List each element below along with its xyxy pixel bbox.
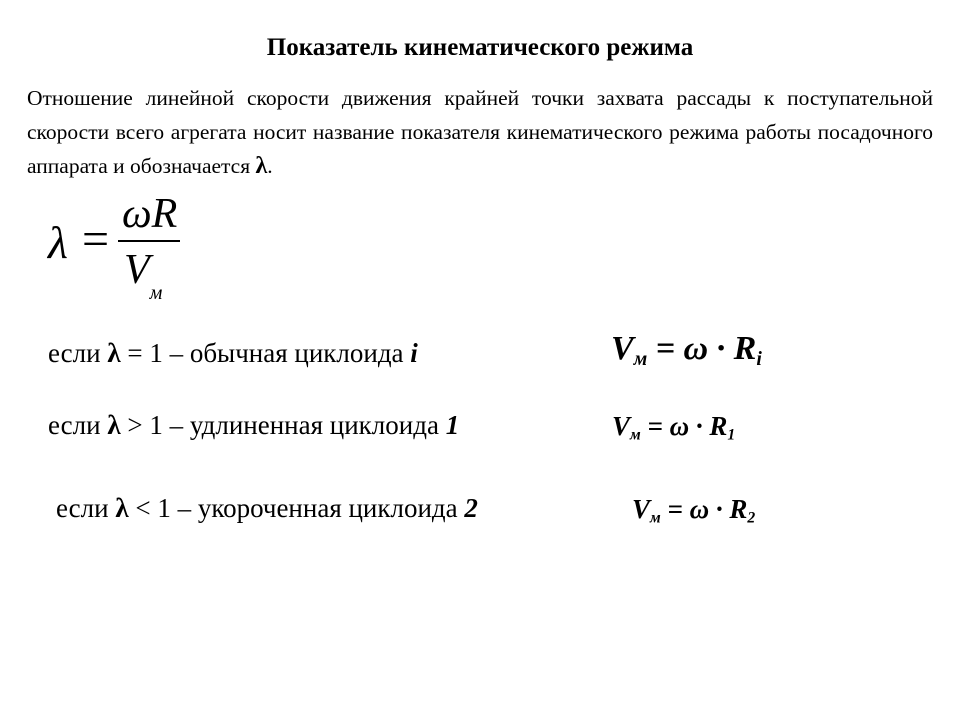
eq-v: V xyxy=(612,411,631,441)
eq-mid: = ω · R xyxy=(640,411,728,441)
formula-lhs: λ xyxy=(48,217,68,268)
condition-relation: = 1 – обычная циклоида xyxy=(120,338,411,368)
eq-r-sub: 1 xyxy=(727,426,736,444)
denominator-v: V xyxy=(124,247,150,293)
condition-prefix: если xyxy=(56,493,116,523)
eq-mid: = ω · R xyxy=(660,494,748,524)
condition-relation: < 1 – укороченная циклоида xyxy=(128,493,465,523)
condition-prolate-cycloid xyxy=(48,410,459,441)
condition-lambda: λ xyxy=(107,338,121,368)
fraction-bar xyxy=(118,240,180,242)
eq-v-sub: м xyxy=(630,426,641,444)
definition-text: Отношение линейной скорости движения крайней точки захвата рассады к поступательной скорости всего агрегата носит название показателя кинематического режима работы посадочного аппарата и обозначается xyxy=(27,86,933,178)
equation-normal-cycloid xyxy=(611,330,762,371)
condition-relation: > 1 – удлиненная циклоида xyxy=(120,410,446,440)
condition-prefix: если xyxy=(48,338,108,368)
eq-r-sub: i xyxy=(756,347,762,370)
condition-normal-cycloid xyxy=(48,338,418,369)
condition-tag: 1 xyxy=(445,410,460,440)
slide-title: Показатель кинематического режима xyxy=(266,34,694,61)
equation-prolate-cycloid xyxy=(612,411,735,445)
formula-equals: = xyxy=(82,213,110,266)
denominator-sub: м xyxy=(149,282,163,304)
eq-r-sub: 2 xyxy=(747,509,756,527)
lambda-symbol: λ xyxy=(255,153,268,179)
condition-curtate-cycloid xyxy=(56,493,478,524)
lambda-formula xyxy=(44,190,204,310)
formula-numerator: ωR xyxy=(122,191,178,237)
equation-curtate-cycloid xyxy=(632,494,755,528)
condition-lambda: λ xyxy=(107,410,121,440)
eq-v-sub: м xyxy=(633,347,648,370)
condition-lambda: λ xyxy=(115,493,129,523)
condition-tag: 2 xyxy=(464,493,478,523)
condition-prefix: если xyxy=(48,410,108,440)
eq-mid: = ω · R xyxy=(647,330,757,367)
formula-denominator xyxy=(124,246,162,305)
definition-paragraph xyxy=(27,81,933,183)
eq-v: V xyxy=(611,330,634,367)
condition-tag: i xyxy=(410,338,418,368)
definition-end: . xyxy=(267,154,273,178)
eq-v-sub: м xyxy=(650,509,661,527)
eq-v: V xyxy=(632,494,651,524)
